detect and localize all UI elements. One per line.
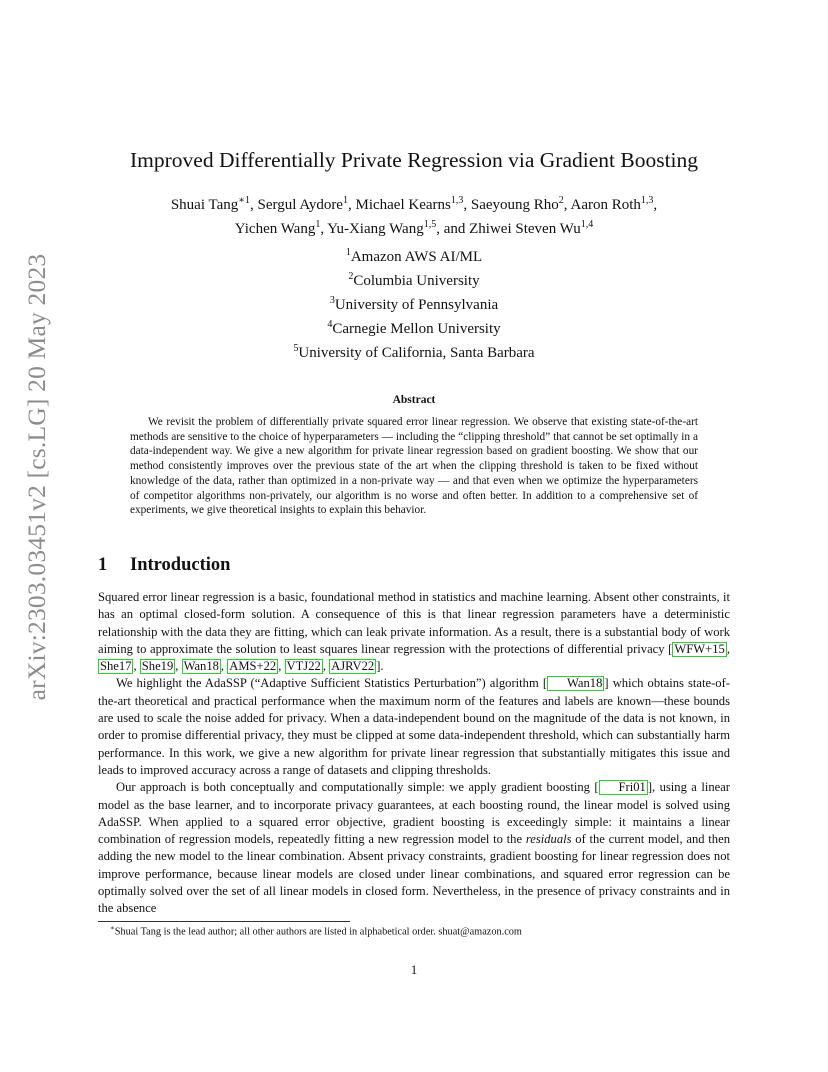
introduction-body — [98, 589, 730, 918]
footnote-mark: ∗ — [110, 924, 115, 932]
paragraph — [98, 589, 730, 675]
affiliation-mark: 4 — [327, 319, 333, 330]
citation-separator: , — [133, 659, 140, 674]
affiliation-name: University of Pennsylvania — [334, 297, 499, 313]
citation-link[interactable]: VTJ22 — [286, 659, 321, 674]
paragraph-text: We highlight the AdaSSP (“Adaptive Sufficient Statistics Perturbation”) algorithm [ — [116, 676, 548, 691]
citation-separator: , — [175, 659, 182, 674]
affiliation-list — [0, 243, 828, 363]
paragraph — [98, 779, 730, 917]
paragraph-text: Our approach is both conceptually and computationally simple: we apply gradient boosting [ — [116, 780, 599, 795]
author-affiliation-mark: 1,4 — [580, 219, 594, 230]
author-separator: , — [250, 197, 258, 213]
author-separator: , — [463, 197, 471, 213]
author-name: Yu-Xiang Wang — [327, 221, 424, 237]
author-affiliation-mark: 1,3 — [450, 195, 464, 206]
author-separator: , — [320, 221, 328, 237]
footnote — [98, 924, 522, 937]
author-affiliation-mark: ∗1 — [238, 195, 251, 206]
author-name: Michael Kearns — [355, 197, 451, 213]
affiliation — [0, 243, 828, 267]
citation-link[interactable]: She17 — [100, 659, 132, 674]
author-separator: , — [653, 197, 658, 213]
author-separator: , and — [436, 221, 470, 237]
abstract-heading: Abstract — [392, 394, 436, 406]
affiliation-name: Carnegie Mellon University — [332, 321, 501, 337]
citation-link[interactable]: AJRV22 — [331, 659, 375, 674]
author-name: Aaron Roth — [570, 197, 641, 213]
author-line-2 — [0, 215, 828, 239]
paragraph — [98, 675, 730, 779]
section-title: Introduction — [130, 555, 231, 575]
author-affiliation-mark: 1 — [342, 195, 348, 206]
affiliation-mark: 5 — [293, 343, 299, 354]
section-heading — [98, 555, 230, 576]
paragraph-text: ] which obtains state-of-the-art theoretical and practical performance when the maximum norm of the features and labels are known—these bounds are used to scale the noise added for privacy. When a data-independent bound on the magnitude of the data is not known, in order to promise differential privacy, they must be clipped at some data-independent threshold, which can substantially harm performance. In this work, we give a new algorithm for private linear regression that substantially mitigates this issue and leads to improved accuracy across a range of datasets and clipping thresholds. — [98, 676, 730, 777]
author-line-1 — [0, 191, 828, 215]
author-list — [0, 191, 828, 239]
paragraph-text: of the current model, and then adding the new model to the linear combination. Absent privacy constraints, gradient boosting for linear regression does not improve performance, because linear models are closed under linear combinations, and squared error regression can be optimally solved over the set of all linear models in closed form. Nevertheless, in the presence of privacy constraints and in the absence — [98, 832, 730, 916]
citation-link[interactable]: She19 — [141, 659, 174, 674]
citation-separator: , — [220, 659, 228, 674]
citation-link[interactable]: Wan18 — [547, 676, 604, 691]
paragraph-text: ], using a linear model as the base learner, and to incorporate privacy guarantees, at each boosting round, the linear model is solved using AdaSSP. When applied to a squared error objective, gradient boosting is exceedingly simple: it maintains a linear combination of regression models, repeatedly fitting a new regression model to the — [98, 780, 730, 847]
footnote-text: Shuai Tang is the lead author; all other authors are listed in alphabetical order. shuat@amazon.com — [114, 926, 522, 938]
affiliation — [0, 339, 828, 363]
author-separator: , — [563, 197, 571, 213]
affiliation — [0, 315, 828, 339]
citation-link[interactable]: AMS+22 — [229, 659, 277, 674]
section-number: 1 — [98, 555, 108, 575]
abstract-text: We revisit the problem of differentially private squared error linear regression. We observe that existing state-of-the-art methods are sensitive to the choice of hyperparameters — including the “clipping threshold” that cannot be set optimally in a data-independent way. We give a new algorithm for private linear regression based on gradient boosting. We show that our method consistently improves over the previous state of the art when the clipping threshold is taken to be fixed without knowledge of the data, rather than optimized in a non-private way — and that even when we optimize the hyperparameters of competitor algorithms non-privately, our algorithm is no worse and often better. In addition to a comprehensive set of experiments, we give theoretical insights to explain this behavior. — [130, 416, 698, 517]
page-number: 1 — [410, 963, 418, 977]
citation-separator: , — [322, 659, 330, 674]
affiliation — [0, 291, 828, 315]
author-name: Zhiwei Steven Wu — [469, 221, 581, 237]
affiliation-name: Amazon AWS AI/ML — [350, 249, 483, 265]
citation-separator: , — [278, 659, 285, 674]
affiliation-name: Columbia University — [353, 273, 480, 289]
affiliation-mark: 2 — [348, 271, 354, 282]
affiliation-mark: 1 — [345, 247, 351, 258]
author-affiliation-mark: 1,3 — [640, 195, 654, 206]
affiliation-name: University of California, Santa Barbara — [298, 345, 535, 361]
paragraph-text: ]. — [376, 659, 384, 674]
author-affiliation-mark: 2 — [558, 195, 564, 206]
emphasized-term: residuals — [525, 832, 572, 847]
author-name: Sergul Aydore — [257, 197, 343, 213]
author-name: Yichen Wang — [234, 221, 316, 237]
citation-link[interactable]: Fri01 — [599, 780, 648, 795]
paragraph-text: Squared error linear regression is a basic, foundational method in statistics and machine learning. Absent other constraints, it has an optimal closed-form solution. A consequence of this is that linear regression parameters have a deterministic relationship with the data they are fitting, which can leak private information. As a result, there is a substantial body of work aiming to approximate the solution to least squares linear regression with the protections of differential privacy [ — [98, 590, 730, 656]
affiliation — [0, 267, 828, 291]
author-name: Saeyoung Rho — [470, 197, 559, 213]
author-separator: , — [347, 197, 356, 213]
arxiv-identifier-stamp: arXiv:2303.03451v2 [cs.LG] 20 May 2023 — [22, 253, 51, 701]
paper-title: Improved Differentially Private Regression via Gradient Boosting — [129, 148, 699, 172]
footnote-divider — [98, 921, 350, 922]
affiliation-mark: 3 — [329, 295, 335, 306]
author-affiliation-mark: 1 — [315, 219, 321, 230]
citation-link[interactable]: Wan18 — [183, 659, 219, 674]
citation-link[interactable]: WFW+15 — [674, 641, 725, 656]
author-name: Shuai Tang — [170, 197, 239, 213]
citation-separator: , — [726, 641, 730, 656]
author-affiliation-mark: 1,5 — [423, 219, 437, 230]
